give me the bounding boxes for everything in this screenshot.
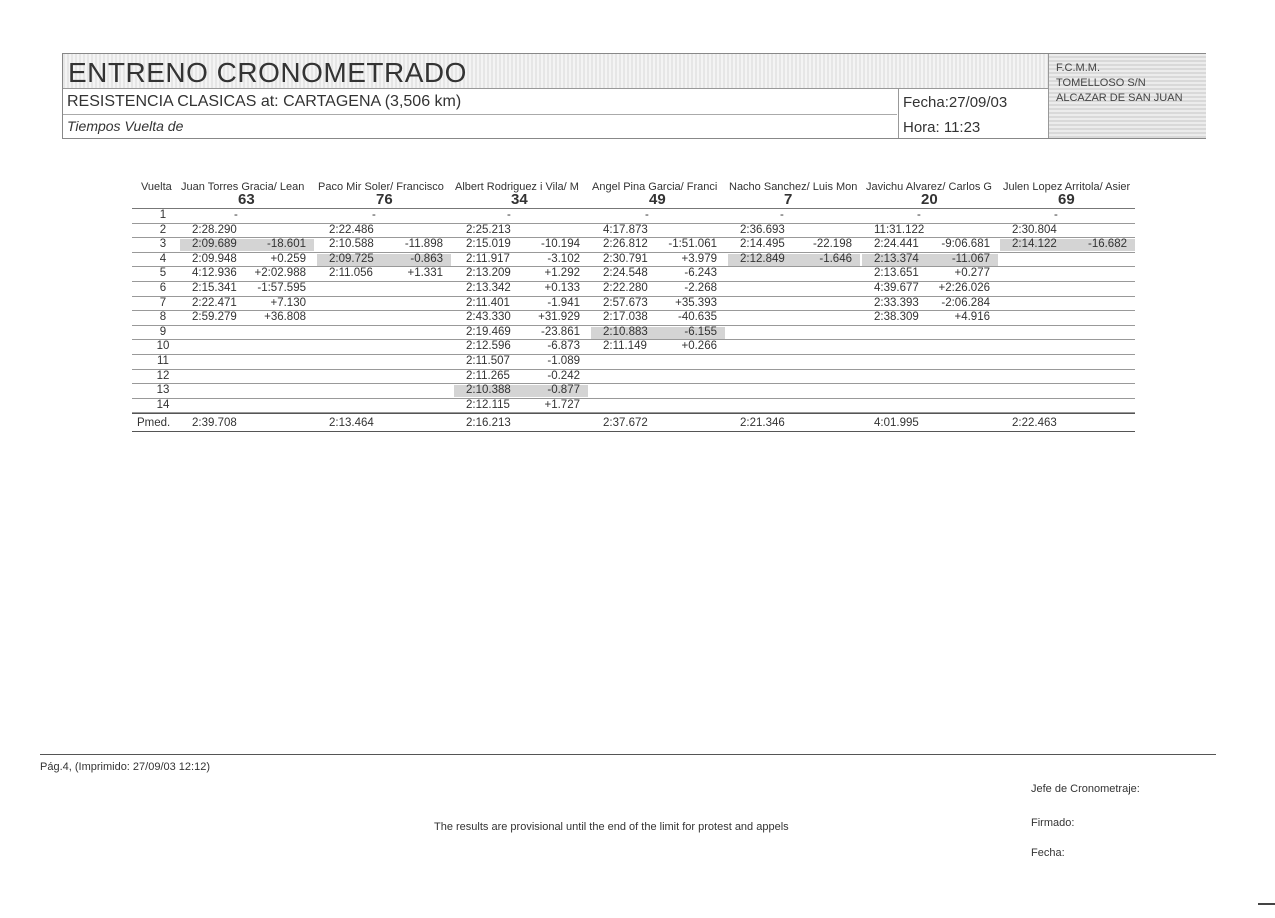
- average-time-cell: 2:16.213: [466, 417, 511, 430]
- rider-name-header: Juan Torres Gracia/ Lean: [181, 181, 305, 193]
- lap-time-cell: 2:09.948: [192, 252, 237, 265]
- lap-diff-cell: +0.266: [681, 340, 717, 353]
- lap-time-cell: -: [645, 209, 649, 221]
- edge-mark: [1258, 903, 1275, 905]
- club-box: [1048, 54, 1206, 138]
- lap-time-cell: 2:15.341: [192, 282, 237, 294]
- lap-column-header: Vuelta: [141, 181, 172, 193]
- lap-time-cell: 2:24.441: [874, 238, 919, 251]
- lap-time-cell: 2:12.849: [740, 252, 785, 265]
- lap-diff-cell: +1.292: [544, 267, 580, 280]
- lap-number: 7: [159, 296, 167, 309]
- lap-diff-cell: +1.727: [544, 398, 580, 411]
- club-line-3: ALCAZAR DE SAN JUAN: [1056, 92, 1183, 104]
- report-subtitle: Tiempos Vuelta de: [67, 118, 184, 134]
- lap-diff-cell: -16.682: [1087, 238, 1127, 251]
- lap-diff-cell: -11.898: [404, 238, 443, 251]
- lap-time-cell: -: [780, 209, 784, 221]
- rider-name-header: Albert Rodriguez i Vila/ M: [455, 181, 579, 193]
- lap-diff-cell: -6.155: [684, 325, 717, 338]
- table-header-rule: [132, 208, 1135, 209]
- rider-bib-number: 34: [511, 191, 528, 208]
- lap-time-cell: 2:12.596: [466, 340, 511, 353]
- title-band: [63, 54, 1048, 89]
- average-time-cell: 2:22.463: [1012, 417, 1057, 430]
- report-time: Hora: 11:23: [903, 119, 981, 136]
- lap-time-cell: -: [917, 209, 921, 221]
- lap-time-cell: 2:10.588: [329, 238, 374, 251]
- lap-diff-cell: -6.243: [684, 267, 717, 280]
- lap-diff-cell: -6.873: [547, 340, 580, 353]
- lap-time-cell: 2:22.471: [192, 296, 237, 309]
- chief-timekeeper-label: Jefe de Cronometraje:: [1031, 783, 1140, 795]
- footer-divider: [40, 754, 1216, 755]
- lap-number: 13: [156, 384, 170, 397]
- lap-time-cell: 2:36.693: [740, 223, 785, 236]
- lap-diff-cell: -1:51.061: [668, 238, 717, 251]
- rider-bib-number: 63: [238, 191, 255, 208]
- lap-diff-cell: +7.130: [270, 296, 306, 309]
- event-row: [63, 88, 897, 115]
- lap-diff-cell: -9:06.681: [941, 238, 990, 251]
- lap-diff-cell: -11.067: [951, 252, 990, 265]
- lap-number: 12: [156, 369, 170, 382]
- lap-diff-cell: -0.877: [547, 384, 580, 397]
- pmed-top-rule: [132, 413, 1135, 414]
- rider-name-header: Nacho Sanchez/ Luis Mon: [729, 181, 858, 193]
- lap-time-cell: 2:14.495: [740, 238, 785, 251]
- lap-time-cell: 4:12.936: [192, 267, 237, 280]
- lap-diff-cell: +0.259: [270, 252, 306, 265]
- rider-name-header: Paco Mir Soler/ Francisco: [318, 181, 444, 193]
- lap-diff-cell: +4.916: [954, 311, 990, 324]
- rider-bib-number: 20: [921, 191, 938, 208]
- lap-diff-cell: +3.979: [681, 252, 717, 265]
- lap-time-cell: 2:11.401: [466, 296, 510, 309]
- lap-time-cell: 2:19.469: [466, 325, 511, 338]
- table-bottom-rule: [132, 431, 1135, 432]
- rider-bib-number: 76: [376, 191, 393, 208]
- lap-diff-cell: -0.242: [547, 369, 580, 382]
- lap-time-cell: 2:13.374: [874, 252, 919, 265]
- subtitle-row: [63, 115, 897, 137]
- lap-number: 10: [156, 340, 170, 353]
- average-time-cell: 4:01.995: [874, 417, 919, 430]
- lap-time-cell: 2:30.791: [603, 252, 648, 265]
- lap-number: 11: [157, 355, 169, 367]
- lap-diff-cell: +36.808: [264, 311, 306, 324]
- table-row-rule: [132, 398, 1135, 399]
- lap-diff-cell: +0.133: [544, 282, 580, 294]
- average-time-cell: 2:21.346: [740, 417, 785, 430]
- lap-time-cell: 2:15.019: [466, 238, 511, 251]
- lap-time-cell: 2:38.309: [874, 311, 919, 324]
- lap-number: 5: [159, 267, 167, 280]
- lap-diff-cell: +1.331: [407, 267, 443, 280]
- lap-diff-cell: -1.089: [547, 355, 580, 367]
- average-time-cell: 2:39.708: [192, 417, 237, 430]
- lap-diff-cell: +31.929: [538, 311, 580, 324]
- lap-diff-cell: -2.268: [684, 282, 717, 294]
- average-time-cell: 2:13.464: [329, 417, 374, 430]
- lap-time-cell: 2:43.330: [466, 311, 511, 324]
- lap-time-cell: 2:22.280: [603, 282, 648, 294]
- lap-diff-cell: -0.863: [410, 252, 443, 265]
- lap-diff-cell: -3.102: [547, 252, 580, 265]
- report-title: ENTRENO CRONOMETRADO: [68, 57, 467, 88]
- lap-time-cell: 2:13.209: [466, 267, 511, 280]
- signed-label: Firmado:: [1031, 817, 1075, 829]
- lap-time-cell: 2:13.651: [874, 267, 919, 280]
- lap-number: 8: [159, 311, 167, 324]
- table-row-rule: [132, 354, 1135, 355]
- lap-number: 2: [159, 223, 167, 236]
- lap-time-cell: 2:30.804: [1012, 223, 1057, 236]
- lap-time-cell: 2:11.507: [466, 355, 510, 367]
- lap-diff-cell: +0.277: [954, 267, 990, 280]
- lap-time-cell: 2:59.279: [192, 311, 237, 324]
- rider-name-header: Angel Pina Garcia/ Franci: [592, 181, 718, 193]
- lap-time-cell: 2:57.673: [603, 296, 648, 309]
- lap-time-cell: 2:11.056: [329, 267, 373, 280]
- report-header: [62, 53, 1206, 139]
- lap-time-cell: 2:09.689: [192, 238, 237, 251]
- lap-time-cell: 4:17.873: [603, 223, 648, 236]
- lap-time-cell: 2:11.265: [466, 369, 510, 382]
- lap-time-cell: -: [372, 209, 376, 221]
- lap-diff-cell: -23.861: [540, 325, 580, 338]
- rider-name-header: Julen Lopez Arritola/ Asier: [1003, 181, 1131, 193]
- rider-name-header: Javichu Alvarez/ Carlos G: [866, 181, 992, 193]
- lap-time-cell: 2:11.917: [466, 252, 510, 265]
- lap-diff-cell: -1:57.595: [257, 282, 306, 294]
- lap-time-cell: 2:09.725: [329, 252, 374, 265]
- rider-bib-number: 49: [649, 191, 666, 208]
- club-line-1: F.C.M.M.: [1056, 62, 1100, 74]
- lap-time-cell: 2:10.388: [466, 384, 511, 397]
- lap-time-cell: 2:28.290: [192, 223, 237, 236]
- lap-diff-cell: +2:26.026: [938, 282, 990, 294]
- lap-time-cell: 2:22.486: [329, 223, 374, 236]
- lap-number: 14: [156, 398, 170, 411]
- lap-time-cell: -: [234, 209, 238, 221]
- lap-diff-cell: -2:06.284: [941, 296, 990, 309]
- lap-number: 1: [159, 209, 167, 221]
- lap-time-cell: 11:31.122: [874, 223, 925, 236]
- lap-number: 6: [159, 282, 167, 294]
- footer-date-label: Fecha:: [1031, 847, 1065, 859]
- lap-time-cell: 2:26.812: [603, 238, 648, 251]
- lap-diff-cell: +2:02.988: [254, 267, 306, 280]
- lap-time-cell: 2:13.342: [466, 282, 511, 294]
- lap-number: 3: [159, 238, 167, 251]
- table-row-rule: [132, 369, 1135, 370]
- lap-diff-cell: -1.941: [547, 296, 580, 309]
- average-time-cell: 2:37.672: [603, 417, 648, 430]
- rider-bib-number: 7: [784, 191, 793, 208]
- lap-number: 9: [159, 325, 167, 338]
- lap-time-cell: 4:39.677: [874, 282, 919, 294]
- lap-time-cell: 2:24.548: [603, 267, 648, 280]
- lap-diff-cell: +35.393: [675, 296, 717, 309]
- lap-time-cell: 2:25.213: [466, 223, 511, 236]
- lap-diff-cell: -10.194: [540, 238, 580, 251]
- lap-diff-cell: -40.635: [677, 311, 717, 324]
- table-row-rule: [132, 383, 1135, 384]
- lap-number: 4: [159, 252, 167, 265]
- lap-time-cell: 2:11.149: [603, 340, 647, 353]
- lap-diff-cell: -1.646: [819, 252, 852, 265]
- event-name: RESISTENCIA CLASICAS at: CARTAGENA (3,506 km): [67, 93, 462, 110]
- lap-diff-cell: -18.601: [266, 238, 306, 251]
- lap-time-cell: -: [507, 209, 511, 221]
- lap-time-cell: 2:10.883: [603, 325, 648, 338]
- lap-diff-cell: -22.198: [812, 238, 852, 251]
- club-line-2: TOMELLOSO S/N: [1056, 77, 1146, 89]
- average-label: Pmed.: [137, 417, 171, 430]
- lap-time-cell: -: [1054, 209, 1058, 221]
- date-box: [898, 88, 1049, 138]
- provisional-notice: The results are provisional until the end of the limit for protest and appels: [434, 821, 789, 833]
- lap-time-cell: 2:33.393: [874, 296, 919, 309]
- page-info: Pág.4, (Imprimido: 27/09/03 12:12): [40, 761, 210, 773]
- lap-time-cell: 2:17.038: [603, 311, 648, 324]
- lap-time-cell: 2:12.115: [466, 398, 510, 411]
- report-date: Fecha:27/09/03: [903, 94, 1008, 111]
- rider-bib-number: 69: [1058, 191, 1075, 208]
- lap-time-cell: 2:14.122: [1012, 238, 1057, 251]
